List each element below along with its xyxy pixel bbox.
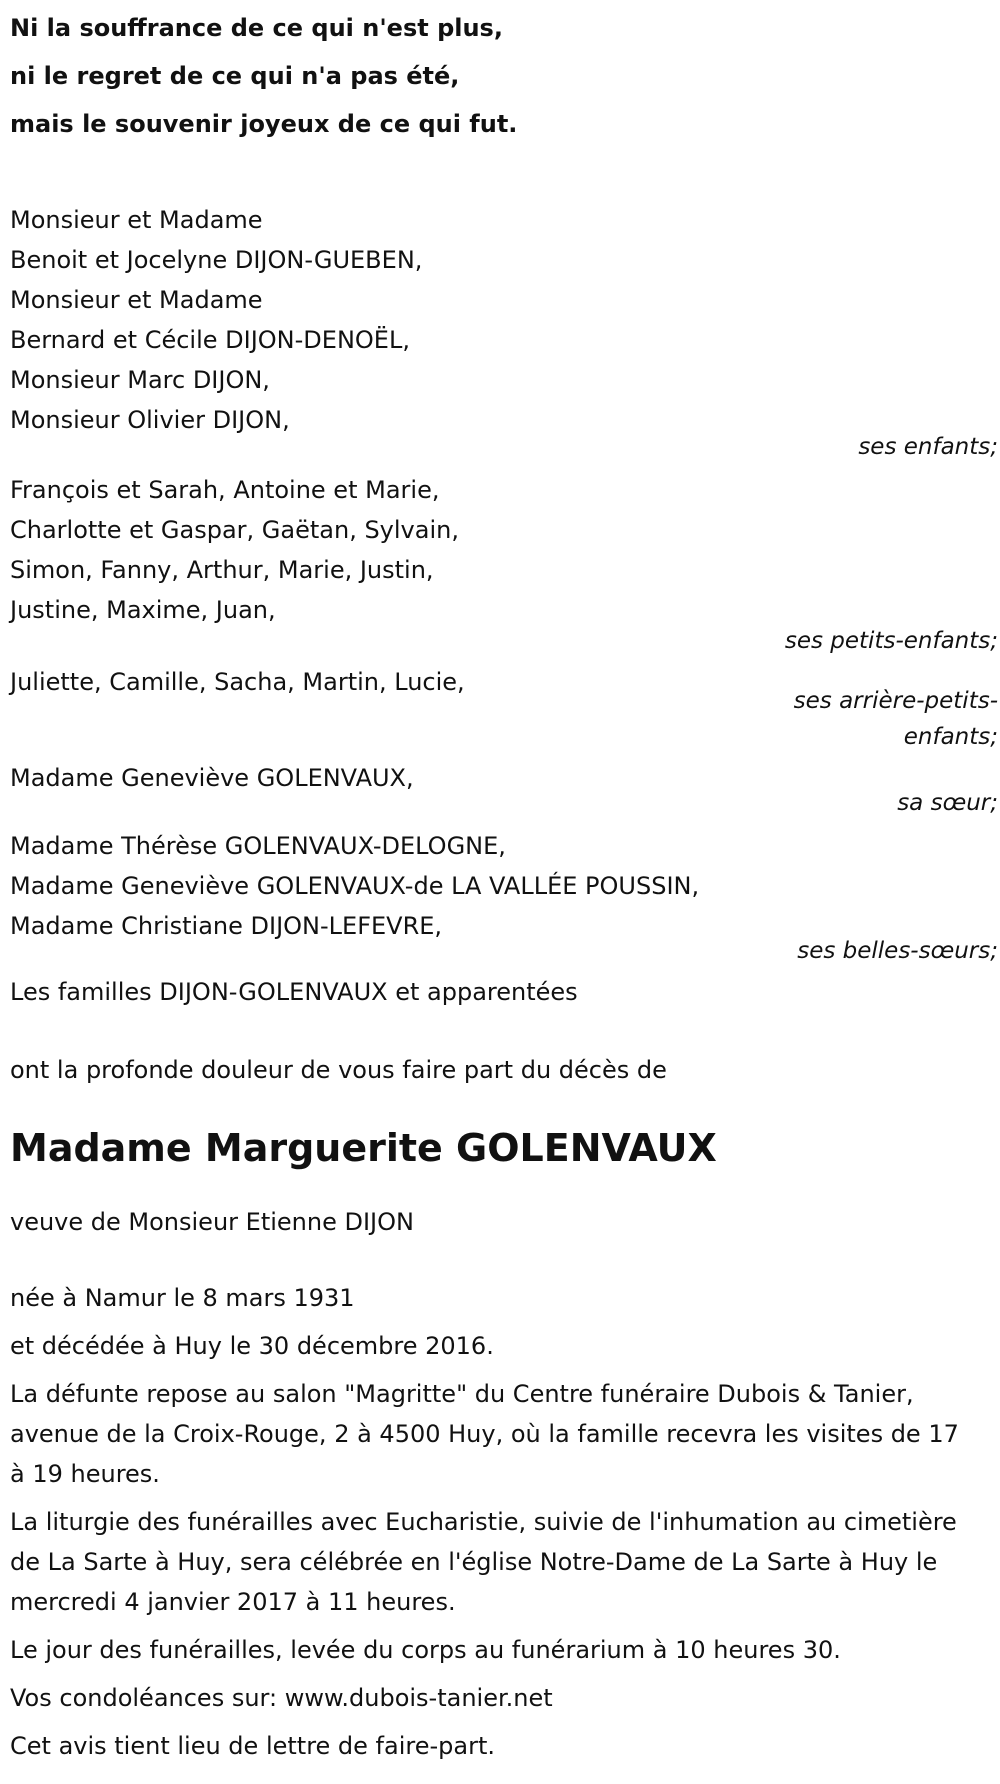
announcement-text: ont la profonde douleur de vous faire part du décès de [10, 1056, 667, 1084]
mourner-line: Juliette, Camille, Sacha, Martin, Lucie, [10, 668, 465, 696]
details-block [10, 1278, 1000, 1766]
epigraph-line: mais le souvenir joyeux de ce qui fut. [10, 110, 518, 138]
widow-text: veuve de Monsieur Etienne DIJON [10, 1208, 414, 1236]
lifting-info: Le jour des funérailles, levée du corps au funérarium à 10 heures 30. [10, 1636, 841, 1664]
viewing-info: La défunte repose au salon "Magritte" du Centre funéraire Dubois & Tanier, avenue de la Croix-Rouge, 2 à 4500 Huy, où la famille recevra les visites de 17 à 19 heures. [10, 1380, 959, 1488]
mourner-line: Monsieur et Madame [10, 206, 263, 234]
mourner-line: Madame Geneviève GOLENVAUX-de LA VALLÉE POUSSIN, [10, 872, 700, 900]
mourner-line: Charlotte et Gaspar, Gaëtan, Sylvain, [10, 516, 459, 544]
widow-of [10, 1202, 1000, 1242]
mourner-line: Monsieur Marc DIJON, [10, 366, 270, 394]
epigraph-line: ni le regret de ce qui n'a pas été, [10, 62, 460, 90]
mourner-line: Madame Thérèse GOLENVAUX-DELOGNE, [10, 832, 506, 860]
relationship-label: ses petits-enfants; [784, 628, 998, 654]
relationship-label: sa sœur; [897, 790, 998, 816]
mourner-line: Bernard et Cécile DIJON-DENOËL, [10, 326, 410, 354]
death-info: et décédée à Huy le 30 décembre 2016. [10, 1332, 494, 1360]
announcement [10, 1050, 1000, 1090]
liturgy-info: La liturgie des funérailles avec Eucharistie, suivie de l'inhumation au cimetière de La Sarte à Huy, sera célébrée en l'église Notre-Dame de La Sarte à Huy le mercredi 4 janvier 2017 à 11 heures. [10, 1508, 957, 1616]
mourner-line: François et Sarah, Antoine et Marie, [10, 476, 440, 504]
relationship-label: ses enfants; [858, 434, 998, 460]
relationship-label: enfants; [903, 724, 998, 750]
relationship-label: ses arrière-petits- [793, 688, 998, 714]
great-grandchildren-block [10, 662, 1000, 756]
epigraph-line: Ni la souffrance de ce qui n'est plus, [10, 14, 503, 42]
families-block [10, 972, 1000, 1012]
mourner-line: Monsieur et Madame [10, 286, 263, 314]
sister-block [10, 758, 1000, 822]
mourner-line: Madame Geneviève GOLENVAUX, [10, 764, 414, 792]
families-line: Les familles DIJON-GOLENVAUX et apparentées [10, 978, 578, 1006]
sisters-in-law-block [10, 826, 1000, 970]
deceased-name: Madame Marguerite GOLENVAUX [10, 1126, 717, 1170]
notice-info: Cet avis tient lieu de lettre de faire-part. [10, 1732, 495, 1760]
mourner-line: Madame Christiane DIJON-LEFEVRE, [10, 912, 443, 940]
grandchildren-block [10, 470, 1000, 660]
obituary-notice [0, 4, 1000, 1766]
children-block [10, 200, 1000, 466]
epigraph [10, 4, 1000, 148]
relationship-label: ses belles-sœurs; [797, 938, 998, 964]
birth-info: née à Namur le 8 mars 1931 [10, 1284, 355, 1312]
mourner-line: Monsieur Olivier DIJON, [10, 406, 290, 434]
mourner-line: Benoit et Jocelyne DIJON-GUEBEN, [10, 246, 423, 274]
condolences-info: Vos condoléances sur: www.dubois-tanier.net [10, 1684, 553, 1712]
mourner-line: Simon, Fanny, Arthur, Marie, Justin, [10, 556, 434, 584]
mourner-line: Justine, Maxime, Juan, [10, 596, 276, 624]
